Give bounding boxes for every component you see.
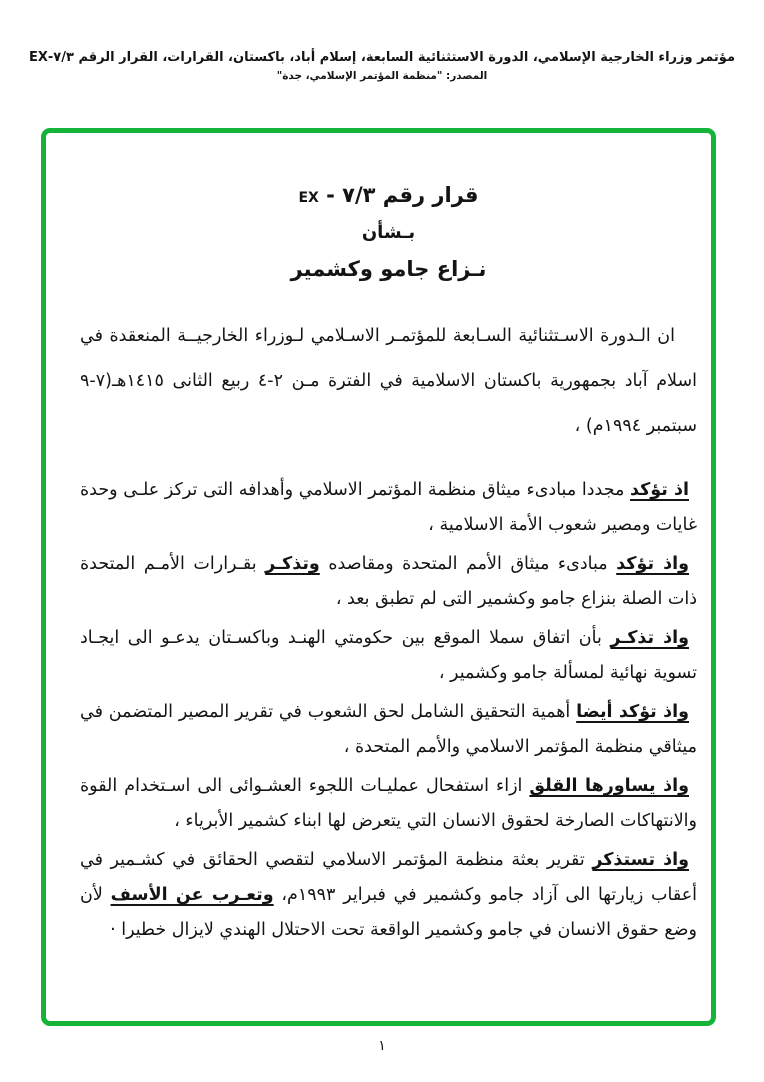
paragraph-lead: واذ تستذكر (592, 850, 689, 870)
paragraph (80, 769, 697, 839)
paragraph-text: بأن اتفاق سملا الموقع بين حكومتي الهنـد وباكسـتان يدعـو الى ايجـاد تسوية نهائية لمسألة جامو وكشمير ، (80, 628, 697, 683)
paragraph-text: لأن وضع حقوق الانسان في جامو وكشمير الواقعة تحت الاحتلال الهندي لايزال خطيرا · (80, 885, 697, 940)
resolution-regarding: بـشأن (361, 222, 416, 243)
resolution-number (80, 183, 697, 207)
paragraph-lead: واذ تذكـر (610, 628, 689, 648)
document-paragraphs (80, 473, 697, 948)
paragraph (80, 547, 697, 617)
source-header-line2: المصدر: "منظمة المؤتمر الإسلامي، جدة" (276, 70, 488, 82)
paragraph-lead: واذ تؤكد أيضا (576, 702, 690, 722)
document-content (46, 133, 711, 948)
paragraph-lead: واذ يساورها القلق (529, 776, 689, 796)
resolution-subject: نـزاع جامو وكشمير (290, 257, 487, 281)
paragraph-text: تقرير بعثة منظمة المؤتمر الاسلامي لتقصي الحقائق في كشـمير في أعقاب زيارتها الى آزاد جامو وكشمير في فبراير ١٩٩٣م، (80, 850, 698, 905)
paragraph-lead: اذ تؤكد (630, 480, 689, 500)
paragraph-text: بقـرارات الأمـم المتحدة ذات الصلة بنزاع جامو وكشمير التى لم تطبق بعد ، (80, 554, 697, 609)
resolution-title-block (80, 183, 697, 281)
source-header (0, 50, 764, 82)
resolution-number-arabic: قرار رقم ٧/٣ - (318, 183, 479, 207)
source-header-line1: مؤتمر وزراء الخارجية الإسلامي، الدورة الاستثنائية السابعة، إسلام أباد، باكستان، القرارات، القرار الرقم ٧/٣-EX (28, 50, 735, 65)
paragraph (80, 473, 697, 543)
document-frame (41, 128, 716, 1026)
paragraph-lead: وتذكـر (265, 554, 320, 574)
paragraph (80, 695, 697, 765)
resolution-preamble: ان الـدورة الاسـتثنائية السـابعة للمؤتمـر الاسـلامي لـوزراء الخارجيــة المنعقدة في اسلام آباد بجمهورية باكستان الاسلامية في الفترة مـن ٢-٤ ربيع الثانى ١٤١٥هـ(٧-٩ سبتمبر ١٩٩٤م) ، (80, 326, 698, 436)
paragraph-text: مجددا مبادىء ميثاق منظمة المؤتمر الاسلامي وأهدافه التى تركز علـى وحدة غايات ومصير شعوب الأمة الاسلامية ، (80, 480, 697, 535)
paragraph-lead: واذ تؤكد (616, 554, 690, 574)
paragraph (80, 621, 697, 691)
paragraph-lead: وتعـرب عن الأسف (110, 885, 274, 905)
page-number: ١ (378, 1038, 386, 1054)
paragraph-text: أهمية التحقيق الشامل لحق الشعوب في تقرير المصير المتضمن في ميثاقي منظمة المؤتمر الاسلامي والأمم المتحدة ، (80, 702, 697, 757)
paragraph-text: مبادىء ميثاق الأمم المتحدة ومقاصده (319, 554, 617, 574)
paragraph-text: ازاء استفحال عمليـات اللجوء العشـوائى الى اسـتخدام القوة والانتهاكات الصارخة لحقوق الانسان التي يتعرض لها ابناء كشمير الأبرياء ، (80, 776, 697, 831)
resolution-number-latin: EX (298, 190, 319, 206)
paragraph (80, 843, 697, 948)
